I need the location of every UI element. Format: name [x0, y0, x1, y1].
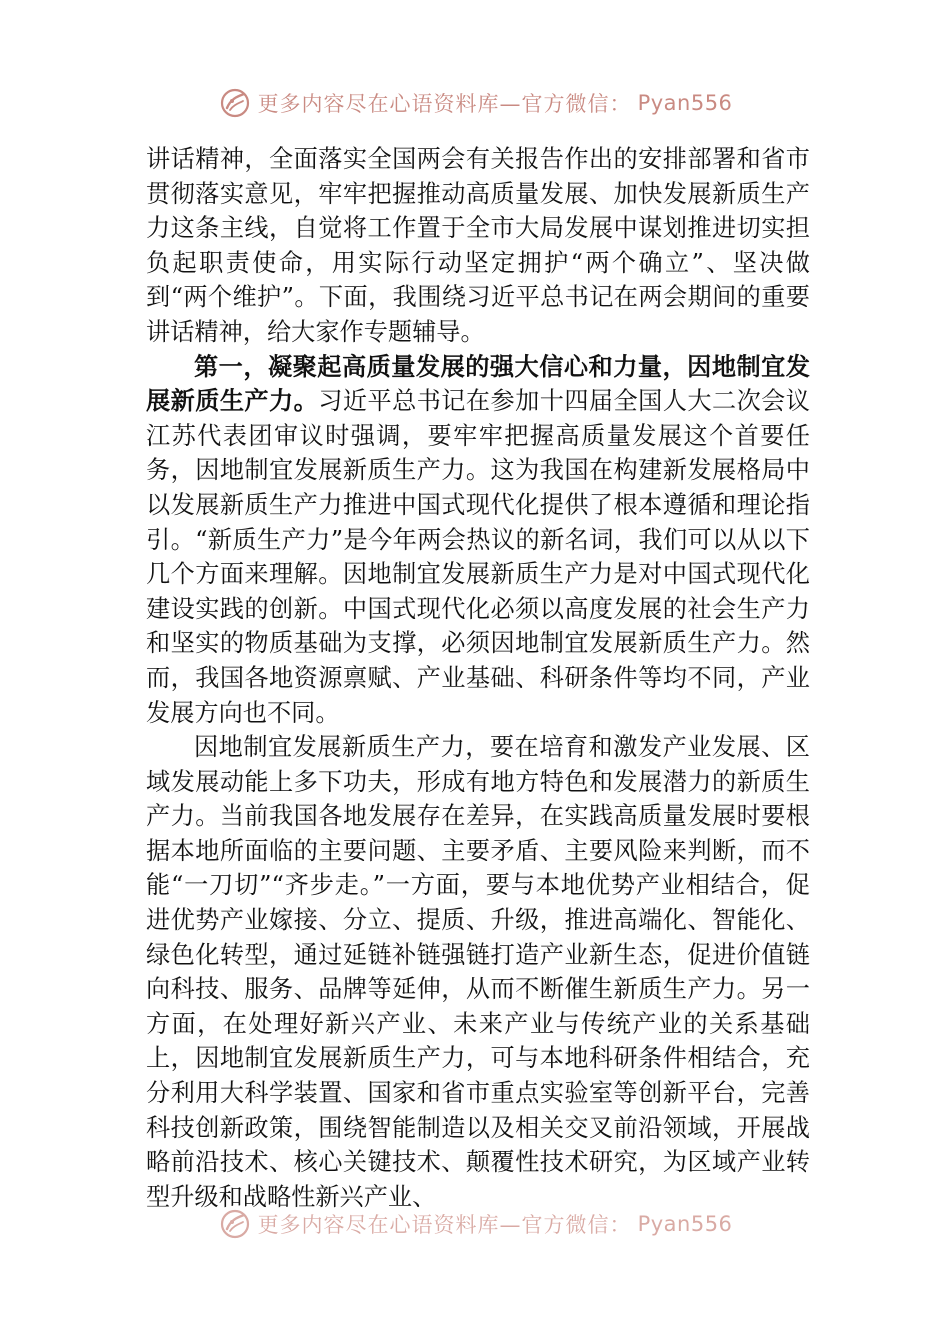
- paragraph-3: 因地制宜发展新质生产力，要在培育和激发产业发展、区域发展动能上多下功夫，形成有地方特色和发展潜力的新质生产力。当前我国各地发展存在差异，在实践高质量发展时要根据本地所面临的主要问题、主要矛盾、主要风险来判断，而不能“一刀切”“齐步走。”一方面，要与本地优势产业相结合，促进优势产业嫁接、分立、提质、升级，推进高端化、智能化、绿色化转型，通过延链补链强链打造产业新生态，促进价值链向科技、服务、品牌等延伸，从而不断催生新质生产力。另一方面，在处理好新兴产业、未来产业与传统产业的关系基础上，因地制宜发展新质生产力，可与本地科研条件相结合，充分利用大科学装置、国家和省市重点实验室等创新平台，完善科技创新政策，围绕智能制造以及相关交叉前沿领域，开展战略前沿技术、核心关键技术、颠覆性技术研究，为区域产业转型升级和战略性新兴产业、: [146, 733, 810, 1211]
- paragraph-2-text: 习近平总书记在参加十四届全国人大二次会议江苏代表团审议时强调，要牢牢把握高质量发展这个首要任务，因地制宜发展新质生产力。这为我国在构建新发展格局中以发展新质生产力推进中国式现代化提供了根本遵循和理论指引。“新质生产力”是今年两会热议的新名词，我们可以从以下几个方面来理解。因地制宜发展新质生产力是对中国式现代化建设实践的创新。中国式现代化必须以高度发展的社会生产力和坚实的物质基础为支撑，必须因地制宜发展新质生产力。然而，我国各地资源禀赋、产业基础、科研条件等均不同，产业发展方向也不同。: [146, 387, 810, 727]
- logo-icon: [218, 1207, 252, 1241]
- watermark-text: 更多内容尽在心语资料库—官方微信：: [257, 92, 632, 116]
- watermark-id: Pyan556: [637, 91, 733, 115]
- paragraph-1: 讲话精神，全面落实全国两会有关报告作出的安排部署和省市贯彻落实意见，牢牢把握推动高质量发展、加快发展新质生产力这条主线，自觉将工作置于全市大局发展中谋划推进切实担负起职责使命，用实际行动坚定拥护“两个确立”、坚决做到“两个维护”。下面，我围绕习近平总书记在两会期间的重要讲话精神，给大家作专题辅导。: [146, 145, 810, 346]
- paragraph-2: [146, 350, 810, 731]
- watermark-header: [0, 85, 950, 121]
- watermark-text: 更多内容尽在心语资料库—官方微信：: [257, 1213, 632, 1237]
- section-heading-first: 第一，凝聚起高质量发展的强大信心和力量，因地制宜发展新质生产力。: [146, 351, 810, 416]
- watermark-id: Pyan556: [637, 1212, 733, 1236]
- document-body: [146, 142, 810, 1214]
- logo-icon: [218, 86, 252, 120]
- watermark-footer: [0, 1206, 950, 1242]
